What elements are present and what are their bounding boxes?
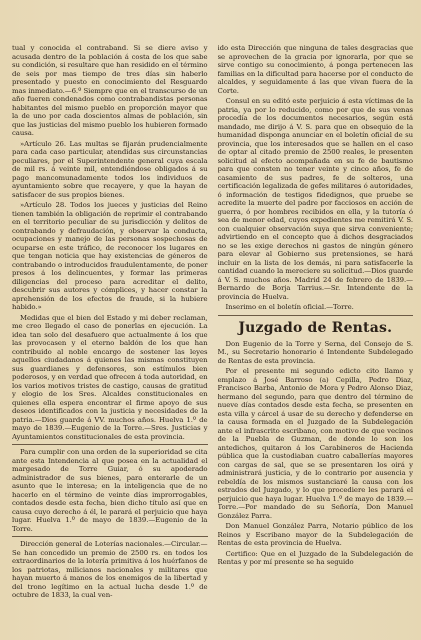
right-paragraph-2: Consul en su editó este perjuicio á esta víctimas de la patria, ya por lo reducido, como por que de sus venas procedía de los documentos necesarios, según está mandado, me dirijo á V. S. para que en obsequio de la humanidad disponga anunciar en el boletín oficial de su provincia, que los interesados que se hallen en el caso de optar al citado premio de 2500 reales, le presenten solicitud al efecto acompañada en su fe de bautismo para que consten no tener veinte y cinco años, fe de casamiento de sus padres, fe de solteros, una certificación legalizada de gefes militares ó autoridades, ó información de testigos fidedignos, que pruebe se acredite la muerte del padre por facciosos en acción de guerra, ó por hombres recibidos en ella, y la tutoría ó sea de menor edad, cuyos expedientes me remitirá V. S. con cualquier observación suya que sirva conveniente; advirtiendo en el concepto que á dichos desgraciados no se les exige derechos ni gastos de ningún género para elevar al Gobierno sus pretensiones, se hará incluir en la lista de los demás, ni para satisfacerle la cantidad cuando la mereciere su solicitud.—Dios guarde á V. S. muchos años. Madrid 24 de febrero de 1839.—Bernardo de Borja Tarrius.—Sr. Intendente de la provincia de Huelva. [217, 97, 413, 301]
right-paragraph-1: ido esta Dirección que ninguna de tales desgracias que se aprovechen de la gracia por ignorarla, por que se sirve contigo su conocimiento, á ponga pertenecen las familias en la dificultad para hacerse por el conducto de alcaldes, y seguidamente á las que vivan fuera de la Corte. [217, 44, 413, 95]
left-paragraph-5: Para cumplir con una orden de la superioridad se cita ante esta Intendencia al que posea en la actualidad el margesado de Torre Guiar, ó su apoderado administrador de sus bienes, para enterarle de un asunto que le interesa; en la inteligencia que de no hacerlo en el término de veinte días improrrogables, contados desde esta fecha, bien dicho título así que en causa cuyo derecho á él, le parará el perjuicio que haya lugar. Huelva 1.º de mayo de 1839.—Eugenio de la Torre. [12, 448, 208, 533]
right-paragraph-3: Inserimo en el boletín oficial.—Torre. [225, 303, 354, 311]
left-paragraph-1: tual y conocida el contraband. Si se diere aviso y acusada dentro de la población á costa de los que sabe su condición, si resultare que han residido en el término de seis por mas tiempo de tres días sin haberlo presentado y puesto en conocimiento del Resguardo mas inmediato.—6.º Siempre que en el transcurso de un año fueren condenados como contrabandistas personas habitantes del mismo pueblo en proporción mayor que la de uno por cada doscientos almas de población, sin que las justicias del mismo pueblo los hubieren formado causa. [12, 44, 208, 137]
left-paragraph-4: Medidas que el bien del Estado y mi deber reclaman, me creo llegado el caso de ponerlas en ejecución. La idea tan solo del desafuero que actualmente á los que las provocasen y el eterno baldón de los que han contribuido al noble encargo de sostener las leyes aquellos ciudadanos á quienes las mismas constituyen sus guardianes y defensores, son estímulos bien poderosos, y en verdad que ofrecen á toda autoridad, en los varios motivos tristes de castigo, causas de gratitud y elogio de los Sres. Alcaldes constitucionales en quienes ella espera encontrar el firme apoyo de sus deseos identificados con la justicia y necesidades de la patria.—Dios guarde á VV. muchos años. Huelva 1.º de mayo de 1839.—Eugenio de la Torre.—Sres. Justicias y Ayuntamientos constitucionales de esta provincia. [12, 313, 208, 441]
left-paragraph-6: Dirección general de Loterías nacionales.—Circular.—Se han concedido un premio de 2500 rs. en todos los extraordinarios de la lotería primitiva á los huérfanos de los patriotas, milicianos nacionales y militares que hayan muerto á manos de los enemigos de la libertad y del trono legítimo en la actual lucha desde 1.º de octubre de 1833, la cual ven- [12, 540, 208, 599]
right-paragraph-6: Don Manuel González Parra, Notario público de los Reinos y Escribano mayor de la Subdelegación de Rentas de esta provincia de Huelva. [217, 522, 413, 547]
right-divider-1 [218, 315, 414, 316]
right-paragraph-5: Por el presente mi segundo edicto cito llamo y emplazo á José Barroso (a) Cepilla, Pedro Diaz, Francisco Barba, Antonio de Mora y Pedro Alonso Diaz, hermano del segundo, para que dentro del término de nueve días contados desde esta fecha, se presenten en esta villa y cárcel á usar de su derecho y defenderse en la causa formada en el Juzgado de la Subdelegación ante el infrascrito escribano, con motivo de que vecinos de la Puebla de Guzman, de donde lo son los antedichos, quitaron á los Carabineros de Hacienda pública que la custodiaban cuatro caballerías mayores con cargas de sal, que se se presentaren los oirá y administrará justicia, y de lo contrario por ausencia y rebeldía de los mismos sustanciaré la causa con los estrados del Juzgado, y lo que procediere les parará el perjuicio que haya lugar. Huelva 1.º de mayo de 1839.—Torre.—Por mandado de su Señoría, Don Manuel González Parra. [217, 367, 413, 520]
section-heading: Juzgado de Rentas. [238, 319, 393, 336]
left-divider-1 [12, 444, 208, 445]
right-paragraph-7: Certifico: Que en el Juzgado de la Subdelegación de Rentas y por mí presente se ha seguido [217, 549, 413, 566]
left-column [12, 44, 208, 634]
right-paragraph-4: Don Eugenio de la Torre y Serna, del Consejo de S. M., su Secretario honorario é Intendente Subdelegado de Rentas de esta provincia. [217, 339, 413, 365]
left-paragraph-2: »Artículo 26. Las multas se fijarán prudencialmente para cada caso particular, atendidas sus circunstancias peculiares, por el Superintendente general cuya escala de mil rs. á veinte mil, entendiéndose obligados á su pago mancomunadamente todos los individuos de ayuntamiento sobre que recayere, y que la hayan de satisfacer de sus propios bienes. [12, 139, 208, 199]
left-divider-2 [12, 536, 208, 537]
left-paragraph-3: »Artículo 28. Todos los jueces y justicias del Reino tienen también la obligación de reprimir el contrabando en el territorio peculiar de su jurisdicción y delitos de contrabando y defraudación, y observar la conducta, ocupaciones y manejo de las personas sospechosas de ocuparse en este tráfico, de reconocer los lugares en que tengan noticia que hay existencias de géneros de contrabando o introducidos fraudulentamente, de poner presos á los delincuentes, y formar las primeras diligencias del proceso para acreditar el delito, descubrir sus autores y cómplices, y hacer constar la aprehensión de los efectos de fraude, si la hubiere habido.» [12, 201, 208, 311]
right-column [218, 44, 414, 634]
text-columns [12, 44, 413, 634]
